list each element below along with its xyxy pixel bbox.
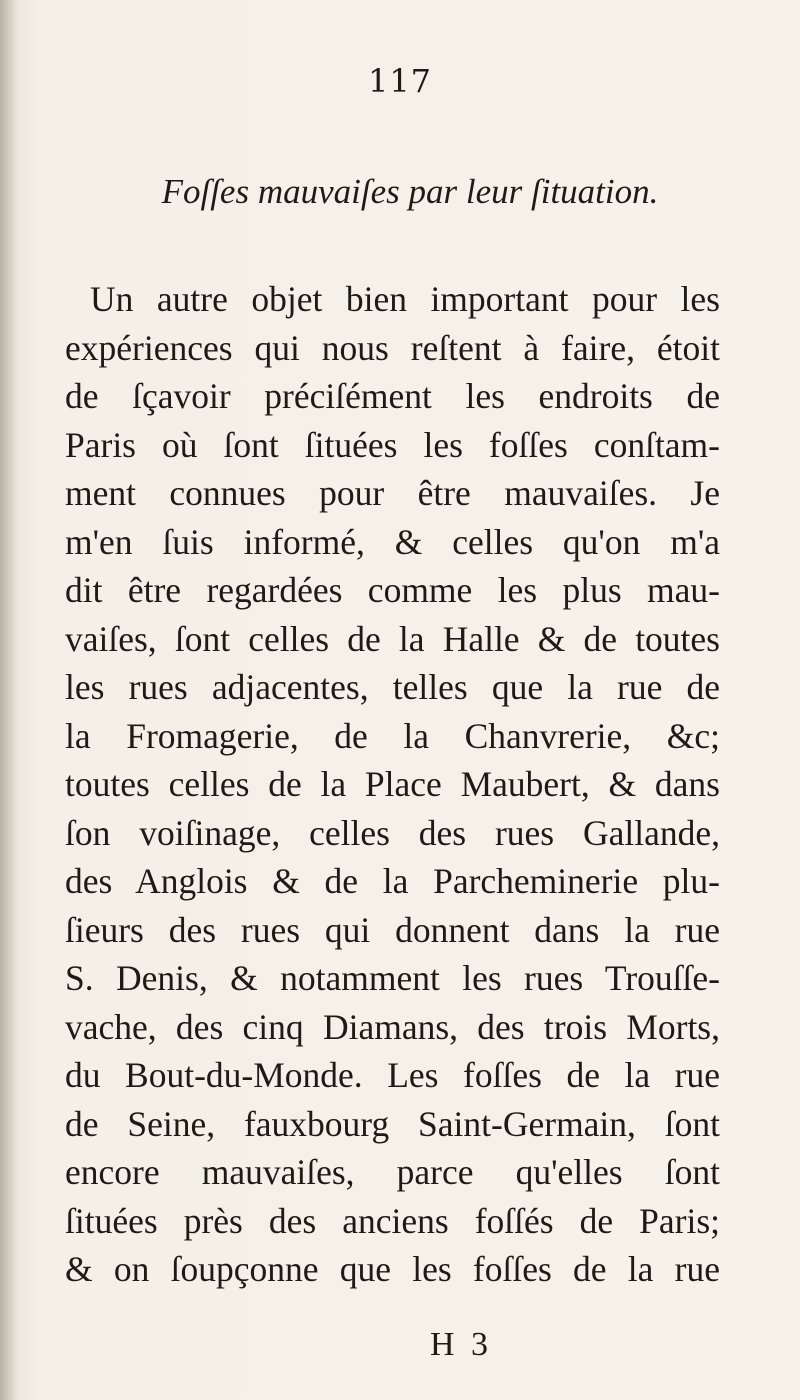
text-line: Paris où ſont ſituées les foſſes conſtam- (65, 424, 720, 465)
text-line: encore mauvaiſes, parce qu'elles ſont (65, 1152, 720, 1192)
text-line: du Bout-du-Monde. Les foſſes de la rue (65, 1055, 720, 1095)
section-title: Foſſes mauvaiſes par leur ſituation. (161, 172, 659, 211)
text-line: ment connues pour être mauvaiſes. Je (65, 473, 720, 513)
signature-mark: H 3 (430, 1326, 493, 1363)
text-line: ſieurs des rues qui donnent dans la rue (65, 909, 720, 950)
text-line: les rues adjacentes, telles que la rue de (65, 667, 720, 707)
text-line: de Seine, fauxbourg Saint-Germain, ſont (65, 1103, 720, 1144)
text-line: des Anglois & de la Parcheminerie plu- (65, 861, 720, 901)
text-line: Un autre objet bien important pour les (90, 279, 720, 319)
text-line: ſon voiſinage, celles des rues Gallande, (65, 812, 720, 853)
text-line: toutes celles de la Place Maubert, & dans (65, 764, 720, 804)
text-line: & on ſoupçonne que les foſſes de la rue (65, 1249, 720, 1289)
page-number: 117 (367, 62, 433, 100)
text-line: m'en ſuis informé, & celles qu'on m'a (65, 521, 720, 562)
text-line: S. Denis, & notamment les rues Trouſſe- (65, 958, 720, 998)
text-line: vache, des cinq Diamans, des trois Morts, (65, 1006, 720, 1047)
text-line: de ſçavoir préciſément les endroits de (65, 376, 720, 416)
text-line: dit être regardées comme les plus mau- (65, 570, 720, 610)
text-line: la Fromagerie, de la Chanvrerie, &c; (65, 715, 720, 756)
body-text (65, 275, 720, 1294)
text-line: expériences qui nous reſtent à faire, étoit (65, 327, 720, 368)
text-line: ſituées près des anciens foſſés de Paris; (65, 1200, 720, 1241)
text-line: vaiſes, ſont celles de la Halle & de toutes (65, 618, 720, 659)
page-gutter-shadow (0, 0, 18, 1400)
